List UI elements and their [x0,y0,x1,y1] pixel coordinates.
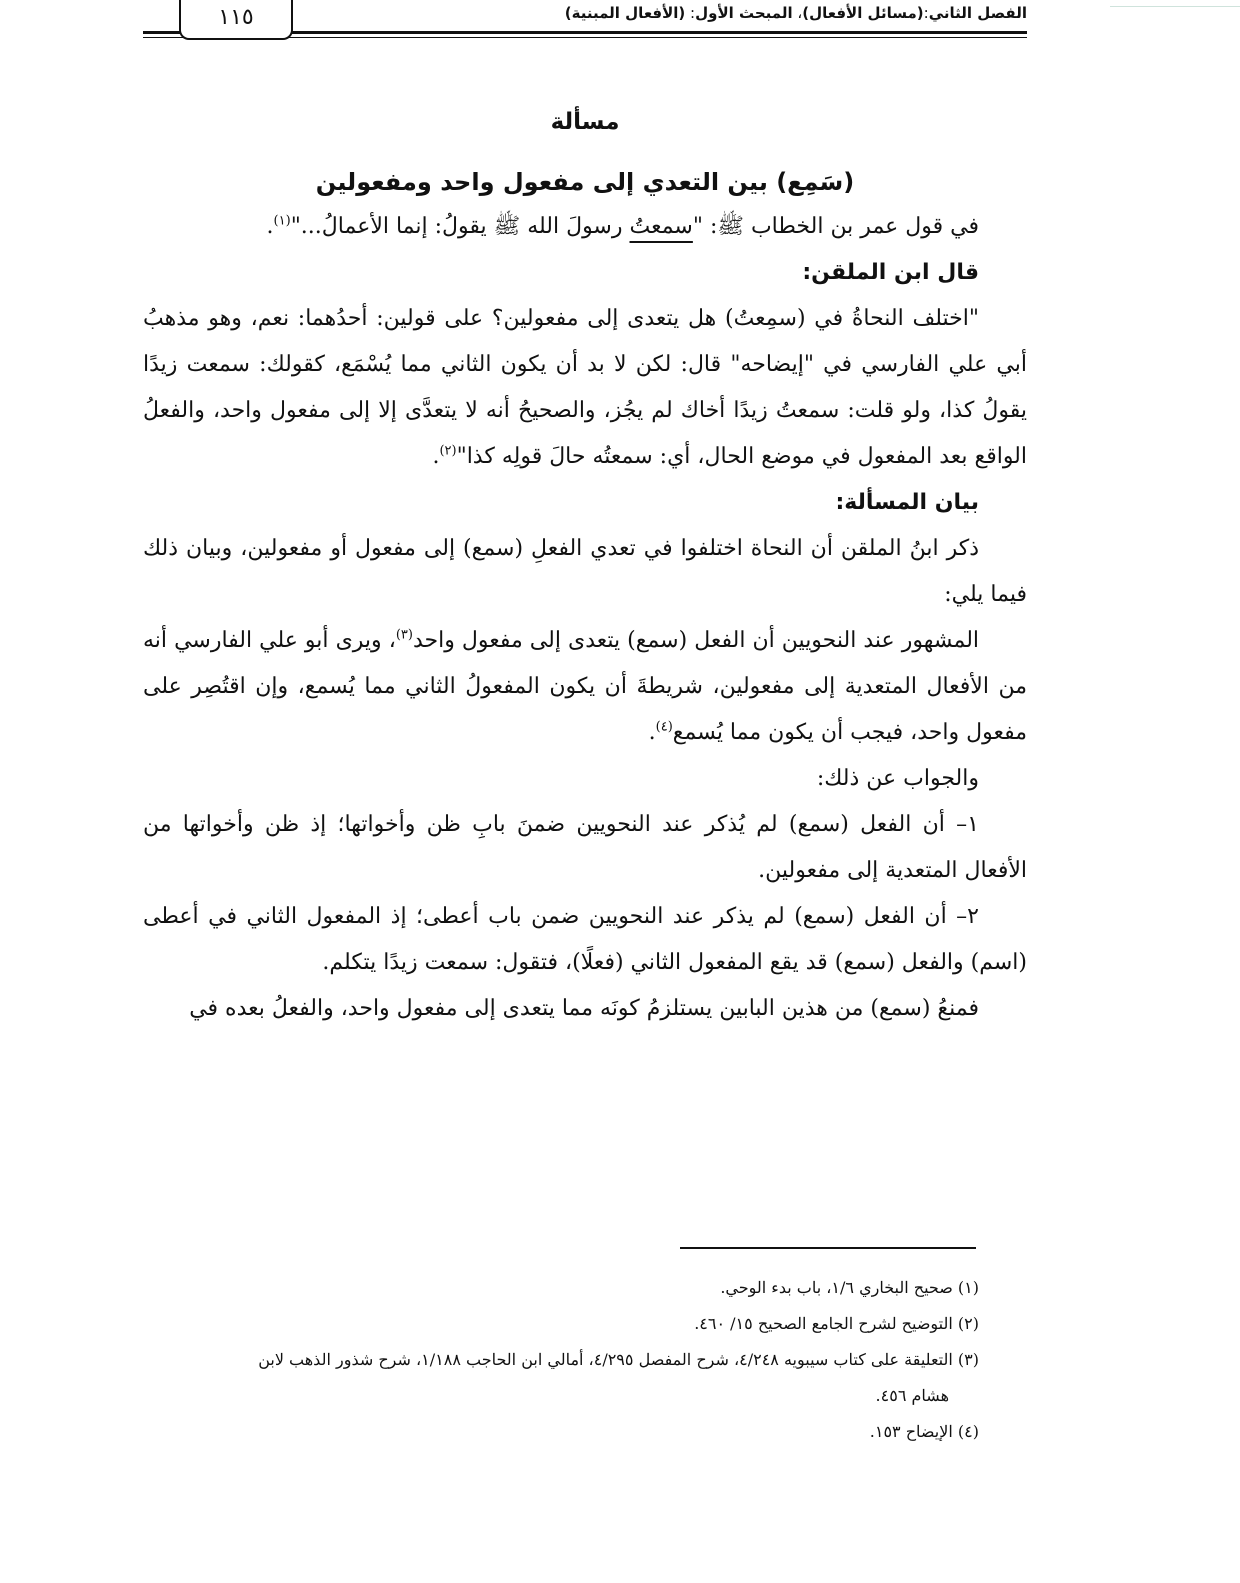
footnote-3-continued: هشام ٤٥٦. [875,1386,949,1405]
footnote-ref-4[interactable]: (٤) [655,719,673,735]
running-head-subsection: المبحث الأول [695,4,793,22]
running-head-section: (مسائل الأفعال) [802,4,924,22]
quote-text: "اختلف النحاةُ في (سمِعتُ) هل يتعدى إلى مفعولين؟ على قولين: أحدُهما: نعم، وهو مذهبُ أبي علي الفارسي في "إيضاحه" قال: لكن لا بد أن يكون الثاني مما يُسْمَع، كقولك: سمعت زيدًا يقولُ كذا، ولو قلت: سمعتُ زيدًا أخاك لم يجُز، والصحيحُ أنه لا يتعدَّى إلا إلى مفعول واحد، والفعلُ الواقع بعد المفعول في موضع الحال، أي: سمعتُه حالَ قولِه كذا" [143,306,1027,469]
footnote-1: (١) صحيح البخاري ١/٦، باب بدء الوحي. [720,1278,979,1297]
point-2: ٢– أن الفعل (سمع) لم يذكر عند النحويين ضمن باب أعطى؛ إذ المفعول الثاني في أعطى (اسم) والفعل (سمع) قد يقع المفعول الثاني (فعلًا)، فتقول: سمعت زيدًا يتكلم. [143,904,1027,975]
page-body [143,100,1027,1032]
views-text-b: ، ويرى أبو علي الفارسي أنه من الأفعال المتعدية إلى مفعولين، شريطةَ أن يكون المفعولُ الثاني مما يُسمع، وإن اقتُصِر على مفعول واحد، فيجب أن يكون مما يُسمع [143,628,1027,745]
views-paragraph [143,618,1027,756]
running-head-separator: : [923,4,929,22]
views-text-a: المشهور عند النحويين أن الفعل (سمع) يتعدى إلى مفعول واحد [412,628,980,653]
footnote-ref-3[interactable]: (٣) [395,627,413,643]
page-header [143,0,1027,42]
quote-paragraph [143,296,1027,480]
hadith-text-before: في قول عمر بن الخطاب ﷺ: " [692,214,979,239]
heading-explanation: بيان المسألة: [835,490,979,515]
quote-end: . [432,444,440,469]
footnotes [143,1270,1027,1450]
hadith-line [143,204,1027,250]
section-label: مسألة [550,109,620,135]
running-head [565,4,1027,22]
hadith-end: . [266,214,274,239]
page-title: (سَمِع) بين التعدي إلى مفعول واحد ومفعولين [315,168,855,196]
footnote-separator [680,1247,976,1249]
running-head-separator: ، [792,4,803,22]
hadith-underlined-word: سمعتُ [629,214,693,239]
views-end: . [648,720,656,745]
intro-paragraph: ذكر ابنُ الملقن أن النحاة اختلفوا في تعدي الفعلِ (سمع) إلى مفعول أو مفعولين، وبيان ذلك فيما يلي: [143,536,1027,607]
page-edge-mark [1110,6,1240,7]
running-head-topic: (الأفعال المبنية) [564,4,686,22]
point-1: ١– أن الفعل (سمع) لم يُذكر عند النحويين ضمنَ بابِ ظن وأخواتها؛ إذ ظن وأخواتها من الأفعال المتعدية إلى مفعولين. [143,812,1027,883]
footnote-ref-2[interactable]: (٢) [439,443,457,459]
heading-ibn-mulaqqin: قال ابن الملقن: [802,260,979,285]
footnote-3: (٣) التعليقة على كتاب سيبويه ٤/٢٤٨، شرح المفصل ٤/٢٩٥، أمالي ابن الحاجب ١/١٨٨، شرح شذور الذهب لابن [258,1350,979,1369]
conclusion-paragraph: فمنعُ (سمع) من هذين البابين يستلزمُ كونَه مما يتعدى إلى مفعول واحد، والفعلُ بعده في [189,996,979,1021]
answer-paragraph: والجواب عن ذلك: [816,766,979,791]
running-head-chapter: الفصل الثاني [928,4,1027,22]
footnote-ref-1[interactable]: (١) [273,213,291,229]
running-head-separator: : [685,4,696,22]
footnote-2: (٢) التوضيح لشرح الجامع الصحيح ١٥/ ٤٦٠. [694,1314,979,1333]
hadith-text-after: رسولَ الله ﷺ يقولُ: إنما الأعمالُ..." [290,214,630,239]
footnote-4: (٤) الإيضاح ١٥٣. [869,1422,979,1441]
page-number: ١١٥ [179,0,293,40]
